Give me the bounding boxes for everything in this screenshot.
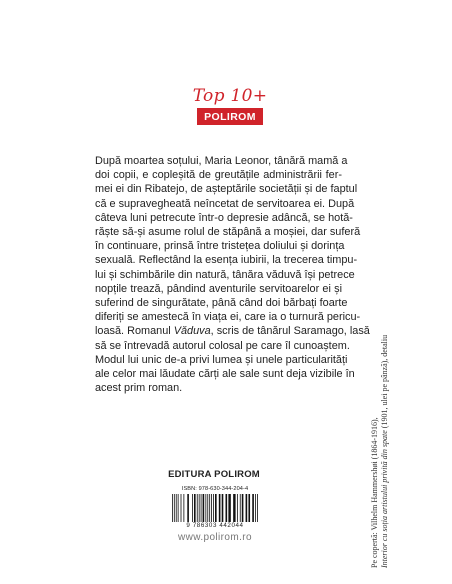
blurb-line: să se întrevadă autorul colosal pe care îl cunoaștem. — [95, 339, 350, 352]
novel-title: Văduva — [173, 325, 211, 338]
barcode-bar — [226, 494, 228, 522]
barcode-bar — [222, 494, 224, 522]
blurb-line: sexuală. Reflectând la esența iubirii, la trecerea timpu- — [95, 254, 358, 267]
blurb-line: diferiți se amestecă în viața ei, care ia o turnură pericu- — [95, 311, 361, 324]
barcode-bar — [233, 494, 235, 522]
blurb-line: câteva luni petrecute într-o depresie adâncă, se hotă- — [95, 211, 353, 224]
blurb-line: lui și schimbările din natură, tânăra văduvă își petrece — [95, 268, 355, 281]
publisher-name: EDITURA POLIROM — [168, 469, 260, 480]
barcode-bar — [192, 494, 193, 522]
barcode-bar — [181, 494, 182, 522]
book-blurb — [95, 154, 370, 395]
barcode-bar — [248, 494, 250, 522]
barcode-icon — [172, 494, 258, 522]
blurb-line: mei ei din Ribatejo, de așteptările societății și de faptul — [95, 183, 358, 196]
barcode-bar — [183, 494, 184, 522]
cover-credit-line — [380, 288, 390, 568]
barcode-bar — [242, 494, 244, 522]
barcode-bar — [194, 494, 196, 522]
blurb-line: doi copii, e copleșită de greutățile administrării fer- — [95, 169, 342, 182]
barcode-bar — [228, 494, 230, 522]
barcode-bar — [178, 494, 179, 522]
barcode-bar — [207, 494, 208, 522]
blurb-line: suferind de singurătate, până când doi bărbați foarte — [95, 297, 348, 310]
blurb-line: După moartea soțului, Maria Leonor, tânără mamă a — [95, 155, 348, 167]
barcode-bar — [205, 494, 206, 522]
isbn-number: ISBN: 978-630-344-204-4 — [181, 486, 249, 492]
barcode-bar — [219, 494, 221, 522]
barcode-bar — [252, 494, 254, 522]
barcode-digits: 9 786303 442044 — [186, 522, 244, 529]
series-label: Top 10+ — [192, 86, 268, 106]
barcode-bar — [255, 494, 256, 522]
isbn-barcode — [172, 486, 258, 530]
barcode-bar — [187, 494, 189, 522]
barcode-bar — [203, 494, 205, 522]
blurb-line: Modul lui unic de-a privi lumea și unele particularități — [95, 353, 348, 366]
barcode-bar — [213, 494, 214, 522]
blurb-line: nopțile trează, pândind aventurile servitoarelor ei și — [95, 282, 342, 295]
blurb-line: răște să-și asume rolul de stăpână a moșiei, dar suferă — [95, 226, 361, 239]
publisher-badge: POLIROM — [197, 108, 263, 125]
barcode-bar — [240, 494, 241, 522]
painting-title: Interior cu soția artistului privită din spate — [380, 430, 389, 568]
barcode-bar — [246, 494, 248, 522]
barcode-bar — [176, 494, 177, 522]
blurb-line: că e supravegheată neîncetat de servitoarea ei. După — [95, 197, 355, 210]
blurb-line-with-title — [95, 324, 370, 338]
barcode-bar — [172, 494, 173, 522]
barcode-bar — [174, 494, 175, 522]
series-logo — [190, 86, 270, 125]
blurb-fragment: , scris de tânărul Saramago, lasă — [210, 325, 370, 338]
cover-credit-line: Pe copertă: Vilhelm Hammershøi (1864-1916), — [370, 417, 379, 568]
publisher-website: www.polirom.ro — [178, 532, 252, 543]
barcode-bar — [197, 494, 198, 522]
blurb-line: acest prim roman. — [95, 382, 183, 395]
cover-credit-fragment: (1901, ulei pe pânză), detaliu — [380, 334, 389, 431]
cover-credit — [370, 288, 390, 568]
barcode-bar — [201, 494, 202, 522]
barcode-bar — [237, 494, 238, 522]
barcode-bar — [215, 494, 217, 522]
blurb-line: ale celor mai lăudate cărți ale sale sunt deja vizibile în — [95, 368, 355, 381]
blurb-fragment: loasă. Romanul — [95, 325, 174, 338]
barcode-bar — [209, 494, 210, 522]
barcode-bar — [211, 494, 212, 522]
barcode-bar — [199, 494, 200, 522]
barcode-bar — [257, 494, 258, 522]
blurb-line: în continuare, prinsă între tristețea doliului și dorința — [95, 240, 345, 253]
